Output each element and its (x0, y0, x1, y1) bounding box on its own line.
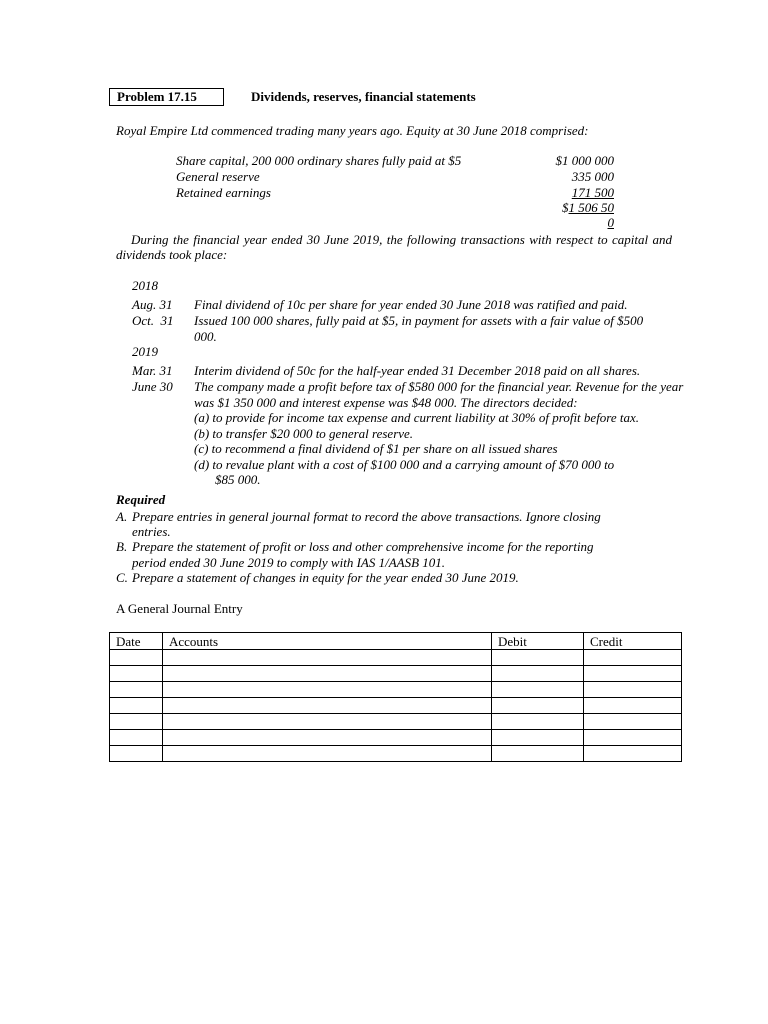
general-journal-title: A General Journal Entry (116, 601, 243, 616)
required-a-letter: A. (116, 509, 128, 524)
journal-header-debit: Debit (492, 633, 584, 650)
journal-cell-date[interactable] (110, 714, 163, 730)
problem-number-box (109, 88, 224, 106)
journal-cell-date[interactable] (110, 666, 163, 682)
journal-cell-debit[interactable] (492, 714, 584, 730)
required-c-text: Prepare a statement of changes in equity for the year ended 30 June 2019. (132, 570, 519, 585)
problem-title: Dividends, reserves, financial statements (251, 89, 476, 104)
journal-cell-date[interactable] (110, 650, 163, 666)
required-b-continued: period ended 30 June 2019 to comply with IAS 1/AASB 101. (132, 555, 446, 570)
transaction-date-june: June 30 (132, 379, 173, 394)
journal-cell-debit[interactable] (492, 698, 584, 714)
journal-header-row (110, 633, 682, 650)
journal-cell-accounts[interactable] (163, 698, 492, 714)
table-row (110, 698, 682, 714)
table-row (110, 666, 682, 682)
decision-d: (d) to revalue plant with a cost of $100 000 and a carrying amount of $70 000 to (194, 457, 615, 472)
journal-cell-debit[interactable] (492, 746, 584, 762)
year-2019: 2019 (132, 344, 158, 359)
equity-total-wrap: 0 (607, 215, 614, 230)
journal-cell-credit[interactable] (584, 698, 682, 714)
transaction-desc-aug: Final dividend of 10c per share for year ended 30 June 2018 was ratified and paid. (194, 297, 628, 312)
transaction-date-aug: Aug. 31 (132, 297, 173, 312)
transaction-desc-june: The company made a profit before tax of $580 000 for the financial year. Revenue for the year was $1 350 000 and interest expense was $48 000. The directors decided: (194, 379, 684, 410)
required-a-text: Prepare entries in general journal format to record the above transactions. Ignore closing (132, 509, 601, 524)
journal-cell-date[interactable] (110, 682, 163, 698)
journal-header-accounts: Accounts (163, 633, 492, 650)
table-row (110, 746, 682, 762)
journal-header-date: Date (110, 633, 163, 650)
transaction-date-oct: Oct. 31 (132, 313, 174, 328)
required-a-continued: entries. (132, 524, 171, 539)
required-b-text: Prepare the statement of profit or loss and other comprehensive income for the reporting (132, 539, 594, 554)
transactions-intro-paragraph: During the financial year ended 30 June 2019, the following transactions with respect to capital and dividends took place: (116, 232, 672, 262)
journal-cell-credit[interactable] (584, 714, 682, 730)
journal-cell-accounts[interactable] (163, 650, 492, 666)
journal-header-credit: Credit (584, 633, 682, 650)
transaction-date-mar: Mar. 31 (132, 363, 173, 378)
equity-label-retained-earnings: Retained earnings (176, 185, 271, 200)
journal-cell-credit[interactable] (584, 666, 682, 682)
table-row (110, 650, 682, 666)
journal-cell-credit[interactable] (584, 746, 682, 762)
journal-cell-accounts[interactable] (163, 682, 492, 698)
journal-cell-debit[interactable] (492, 682, 584, 698)
journal-cell-credit[interactable] (584, 650, 682, 666)
equity-value-retained-earnings: 171 500 (571, 185, 614, 200)
transaction-desc-mar: Interim dividend of 50c for the half-year ended 31 December 2018 paid on all shares. (194, 363, 641, 378)
decision-c: (c) to recommend a final dividend of $1 per share on all issued shares (194, 441, 558, 456)
decision-d-continued: $85 000. (215, 472, 261, 487)
journal-cell-debit[interactable] (492, 666, 584, 682)
journal-cell-accounts[interactable] (163, 746, 492, 762)
journal-cell-date[interactable] (110, 746, 163, 762)
journal-cell-debit[interactable] (492, 730, 584, 746)
problem-label: Problem 17.15 (117, 89, 197, 104)
equity-label-general-reserve: General reserve (176, 169, 260, 184)
required-c-letter: C. (116, 570, 128, 585)
required-b-letter: B. (116, 539, 128, 554)
required-heading: Required (116, 492, 166, 507)
year-2018: 2018 (132, 278, 158, 293)
journal-cell-date[interactable] (110, 698, 163, 714)
journal-cell-credit[interactable] (584, 682, 682, 698)
equity-total (562, 200, 614, 216)
journal-cell-accounts[interactable] (163, 714, 492, 730)
journal-cell-accounts[interactable] (163, 730, 492, 746)
transaction-desc-oct: Issued 100 000 shares, fully paid at $5, in payment for assets with a fair value of $500 000. (194, 313, 644, 344)
table-row (110, 714, 682, 730)
decision-b: (b) to transfer $20 000 to general reserve. (194, 426, 414, 441)
equity-total-prefix: $ (562, 200, 569, 215)
equity-total-value: 1 506 50 (568, 200, 614, 215)
journal-cell-accounts[interactable] (163, 666, 492, 682)
equity-value-share-capital: $1 000 000 (555, 153, 614, 168)
table-row (110, 682, 682, 698)
journal-body (110, 650, 682, 762)
journal-cell-date[interactable] (110, 730, 163, 746)
equity-label-share-capital: Share capital, 200 000 ordinary shares fully paid at $5 (176, 153, 462, 168)
equity-value-general-reserve: 335 000 (571, 169, 614, 184)
journal-cell-credit[interactable] (584, 730, 682, 746)
general-journal-table (109, 632, 682, 762)
journal-cell-debit[interactable] (492, 650, 584, 666)
decision-a: (a) to provide for income tax expense and current liability at 30% of profit before tax. (194, 410, 640, 425)
intro-text: Royal Empire Ltd commenced trading many years ago. Equity at 30 June 2018 comprised: (116, 123, 589, 138)
table-row (110, 730, 682, 746)
